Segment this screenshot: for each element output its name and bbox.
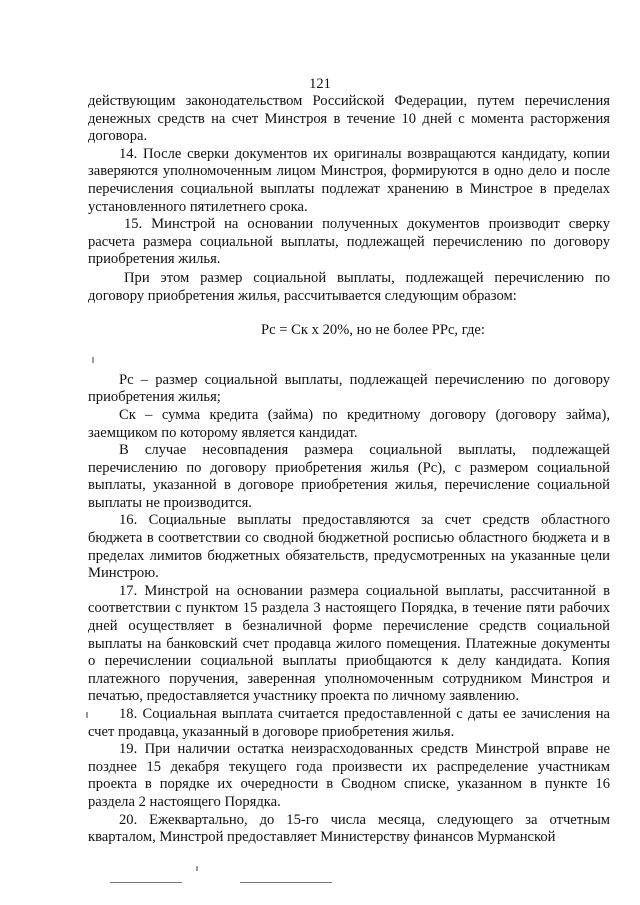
paragraph-mismatch: В случае несовпадения размера социальной выплаты, подлежащей перечислению по договору приобретения жилья (Рс), с размером социальной выплаты, указанной в договоре приобретения жилья, перечисление социальной выплаты не производится. <box>88 442 610 511</box>
paragraph-18: 18. Социальная выплата считается предоставленной с даты ее зачисления на счет продавца, указанный в договоре приобретения жилья. <box>88 706 610 740</box>
definition-sk: Ск – сумма кредита (займа) по кредитному договору (договору займа), заемщиком по которому является кандидат. <box>88 406 610 441</box>
footer-rule-left <box>110 882 182 883</box>
scan-speck <box>86 712 88 718</box>
paragraph-19: 19. При наличии остатка неизрасходованных средств Минстрой вправе не позднее 15 декабря текущего года произвести их распределение участникам проекта в порядке их очередности в Сводном списке, указанном в пункте 16 раздела 2 настоящего Порядка. <box>88 741 610 810</box>
footer-rule-right <box>240 882 332 883</box>
paragraph-15: 15. Минстрой на основании полученных документов производит сверку расчета размера социальной выплаты, подлежащей перечислению по договору приобретения жилья. <box>88 216 610 268</box>
scan-speck <box>92 357 94 363</box>
formula: Рс = Ск х 20%, но не более РРс, где: <box>261 322 485 339</box>
paragraph-15-calculation: При этом размер социальной выплаты, подлежащей перечислению по договору приобретения жилья, рассчитывается следующим образом: <box>88 269 610 304</box>
paragraph-17: 17. Минстрой на основании размера социальной выплаты, рассчитанной в соответствии с пунктом 15 раздела 3 настоящего Порядка, в течение пяти рабочих дней осуществляет в безналичной форме перечисление средств социальной выплаты на банковский счет продавца жилого помещения. Платежные документы о перечислении социальной выплаты приобщаются к делу кандидата. Копия платежного поручения, заверенная уполномоченным сотрудником Минстроя и печатью, предоставляется участнику проекта по личному заявлению. <box>88 582 610 705</box>
paragraph-14: 14. После сверки документов их оригиналы возвращаются кандидату, копии заверяются уполномоченным лицом Минстроя, формируются в одно дело и после перечисления социальной выплаты подлежат хранению в Минстрое в пределах установленного пятилетнего срока. <box>88 145 610 215</box>
page-number: 121 <box>309 76 331 92</box>
document-body <box>88 93 610 847</box>
paragraph-20: 20. Ежеквартально, до 15-го числа месяца, следующего за отчетным кварталом, Минстрой предоставляет Министерству финансов Мурманской <box>88 811 610 846</box>
definition-pc: Рс – размер социальной выплаты, подлежащей перечислению по договору приобретения жилья; <box>88 371 610 406</box>
paragraph-continuation: действующим законодательством Российской Федерации, путем перечисления денежных средств на счет Минстроя в течение 10 дней с момента расторжения договора. <box>88 93 610 145</box>
paragraph-16: 16. Социальные выплаты предоставляются за счет средств областного бюджета в соответствии со сводной бюджетной росписью областного бюджета и в пределах лимитов бюджетных обязательств, предусмотренных на указанные цели Минстрою. <box>88 512 610 582</box>
scan-speck <box>196 866 198 871</box>
